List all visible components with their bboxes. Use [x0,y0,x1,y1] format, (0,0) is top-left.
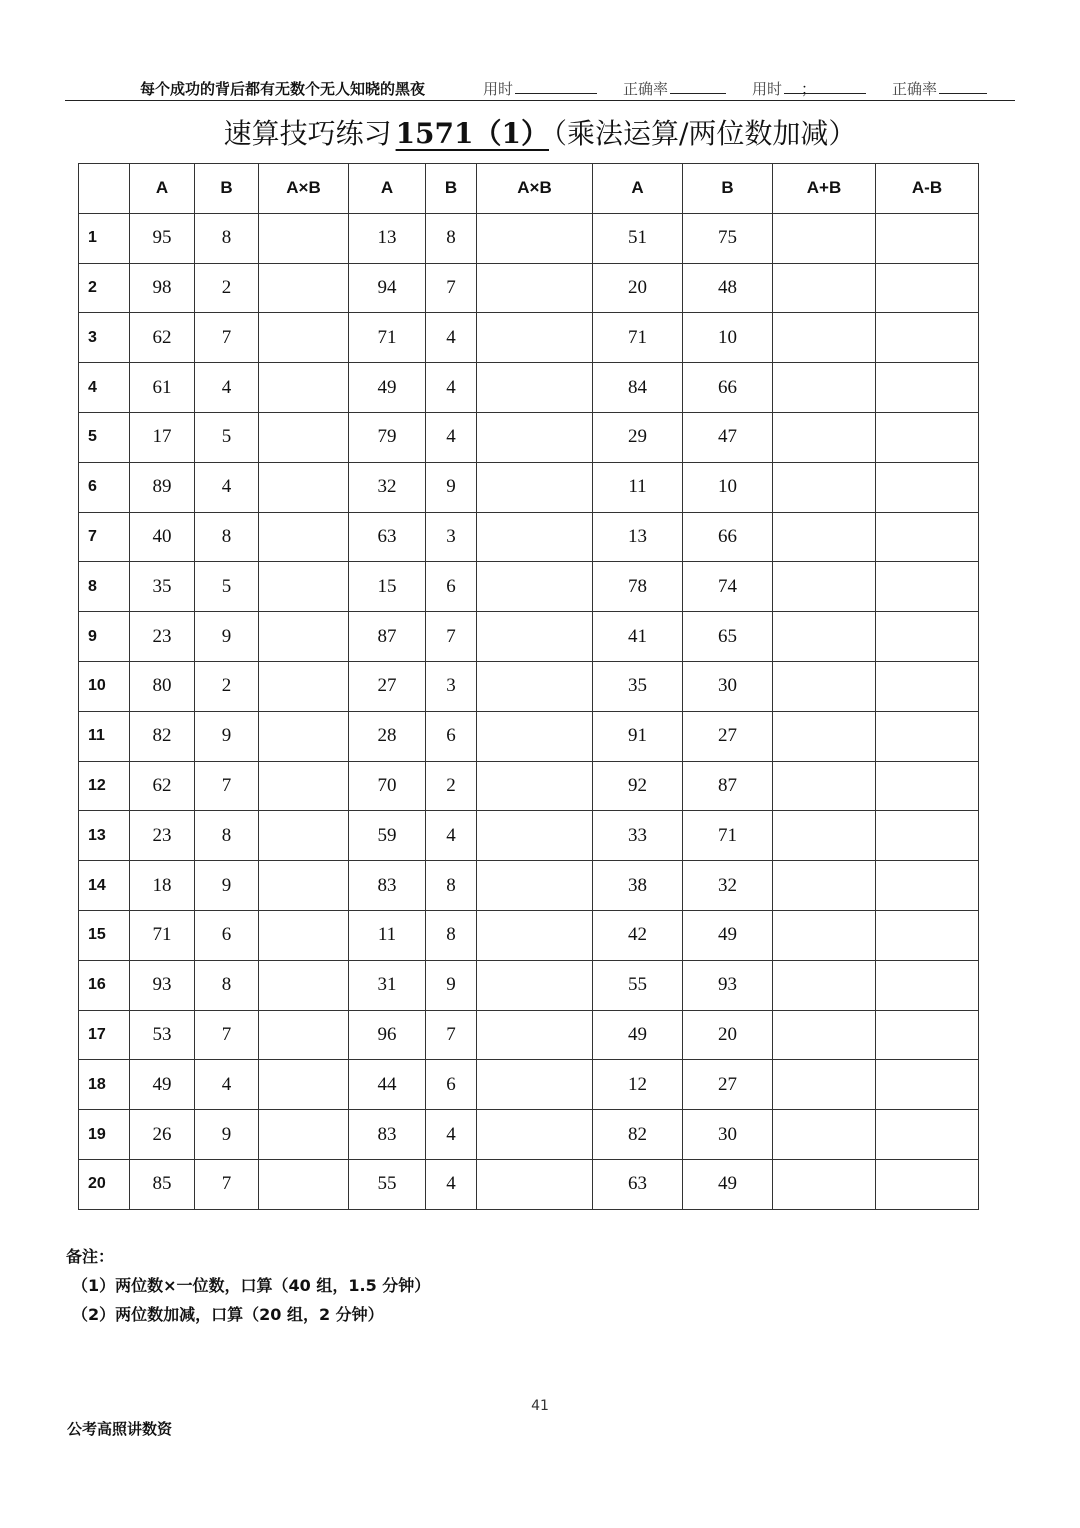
answer-cell-axb2[interactable] [477,1159,593,1209]
header-a1: A [130,164,195,214]
answer-cell-a-minus-b[interactable] [876,213,979,263]
answer-cell-a-minus-b[interactable] [876,313,979,363]
cell-index: 10 [79,661,130,711]
practice-table [78,163,979,1210]
cell-b3: 20 [683,1010,773,1060]
time-blank-2[interactable] [784,81,866,94]
cell-b3: 30 [683,661,773,711]
cell-a1: 17 [130,412,195,462]
cell-a1: 98 [130,263,195,313]
cell-b2: 6 [426,562,477,612]
cell-a3: 20 [593,263,683,313]
cell-index: 17 [79,1010,130,1060]
cell-b1: 6 [195,910,259,960]
answer-cell-axb1[interactable] [259,313,349,363]
answer-cell-a-minus-b[interactable] [876,761,979,811]
cell-b3: 10 [683,462,773,512]
cell-b3: 75 [683,213,773,263]
answer-cell-a-minus-b[interactable] [876,263,979,313]
answer-cell-axb1[interactable] [259,861,349,911]
cell-a2: 87 [349,612,426,662]
answer-cell-axb2[interactable] [477,313,593,363]
table-row [79,1060,979,1110]
cell-b2: 9 [426,960,477,1010]
cell-b3: 48 [683,263,773,313]
answer-cell-a-minus-b[interactable] [876,861,979,911]
time-label-2: 用时 [752,80,783,98]
cell-a2: 63 [349,512,426,562]
answer-cell-axb2[interactable] [477,960,593,1010]
cell-b1: 9 [195,861,259,911]
cell-a1: 23 [130,811,195,861]
cell-b1: 4 [195,462,259,512]
answer-cell-a-minus-b[interactable] [876,612,979,662]
cell-a3: 11 [593,462,683,512]
cell-index: 7 [79,512,130,562]
cell-b1: 7 [195,313,259,363]
cell-a2: 32 [349,462,426,512]
table-row [79,562,979,612]
answer-cell-axb1[interactable] [259,213,349,263]
table-row [79,761,979,811]
cell-a1: 40 [130,512,195,562]
cell-b1: 2 [195,263,259,313]
table-row [79,462,979,512]
cell-a3: 12 [593,1060,683,1110]
cell-b2: 9 [426,462,477,512]
answer-cell-axb2[interactable] [477,1060,593,1110]
cell-a3: 49 [593,1010,683,1060]
header-separator: ； [801,80,817,98]
time-field-2 [752,78,866,99]
cell-a1: 62 [130,761,195,811]
cell-index: 3 [79,313,130,363]
cell-b2: 2 [426,761,477,811]
header-b2: B [426,164,477,214]
cell-a3: 51 [593,213,683,263]
answer-cell-axb1[interactable] [259,1010,349,1060]
cell-b3: 93 [683,960,773,1010]
answer-cell-axb1[interactable] [259,661,349,711]
cell-a1: 80 [130,661,195,711]
table-row [79,811,979,861]
answer-cell-axb2[interactable] [477,761,593,811]
answer-cell-axb1[interactable] [259,711,349,761]
accuracy-label: 正确率 [623,80,669,98]
cell-a1: 93 [130,960,195,1010]
answer-cell-a-minus-b[interactable] [876,462,979,512]
answer-cell-axb2[interactable] [477,1010,593,1060]
answer-cell-axb1[interactable] [259,1060,349,1110]
page-header [65,74,1015,101]
cell-b3: 49 [683,910,773,960]
answer-cell-a-minus-b[interactable] [876,512,979,562]
cell-index: 1 [79,213,130,263]
cell-index: 12 [79,761,130,811]
cell-a2: 49 [349,363,426,413]
cell-b3: 65 [683,612,773,662]
cell-a3: 84 [593,363,683,413]
table-row [79,910,979,960]
cell-a2: 55 [349,1159,426,1209]
cell-b1: 2 [195,661,259,711]
cell-a2: 83 [349,1110,426,1160]
answer-cell-axb1[interactable] [259,512,349,562]
answer-cell-a-plus-b[interactable] [773,1060,876,1110]
table-row [79,711,979,761]
cell-b2: 7 [426,1010,477,1060]
cell-b3: 49 [683,1159,773,1209]
cell-b2: 3 [426,661,477,711]
cell-index: 18 [79,1060,130,1110]
page-title [0,112,1080,152]
cell-b2: 4 [426,1110,477,1160]
answer-cell-axb2[interactable] [477,1110,593,1160]
cell-b2: 3 [426,512,477,562]
cell-b1: 9 [195,612,259,662]
cell-b1: 4 [195,1060,259,1110]
table-row [79,661,979,711]
answer-cell-a-plus-b[interactable] [773,562,876,612]
cell-b1: 7 [195,1010,259,1060]
answer-cell-a-minus-b[interactable] [876,811,979,861]
answer-cell-axb2[interactable] [477,661,593,711]
cell-b3: 27 [683,711,773,761]
accuracy-field-1 [623,78,726,99]
answer-cell-a-plus-b[interactable] [773,512,876,562]
answer-cell-a-plus-b[interactable] [773,263,876,313]
answer-cell-a-minus-b[interactable] [876,711,979,761]
cell-a1: 95 [130,213,195,263]
answer-cell-axb2[interactable] [477,363,593,413]
cell-a2: 71 [349,313,426,363]
cell-b1: 9 [195,1110,259,1160]
cell-index: 8 [79,562,130,612]
cell-index: 19 [79,1110,130,1160]
cell-b1: 5 [195,412,259,462]
cell-a3: 55 [593,960,683,1010]
cell-b3: 47 [683,412,773,462]
cell-index: 20 [79,1159,130,1209]
header-b1: B [195,164,259,214]
cell-b2: 8 [426,910,477,960]
answer-cell-a-plus-b[interactable] [773,1159,876,1209]
cell-index: 6 [79,462,130,512]
cell-index: 5 [79,412,130,462]
answer-cell-a-plus-b[interactable] [773,1110,876,1160]
cell-index: 16 [79,960,130,1010]
cell-b1: 9 [195,711,259,761]
cell-b2: 4 [426,811,477,861]
answer-cell-a-minus-b[interactable] [876,1159,979,1209]
answer-cell-a-plus-b[interactable] [773,313,876,363]
cell-b1: 4 [195,363,259,413]
cell-a2: 96 [349,1010,426,1060]
cell-b2: 4 [426,363,477,413]
answer-cell-axb2[interactable] [477,711,593,761]
cell-a3: 91 [593,711,683,761]
cell-a1: 23 [130,612,195,662]
header-a3: A [593,164,683,214]
table-row [79,263,979,313]
answer-cell-a-plus-b[interactable] [773,1010,876,1060]
motto-text: 每个成功的背后都有无数个无人知晓的黑夜 [140,80,426,98]
answer-cell-axb1[interactable] [259,761,349,811]
answer-cell-axb1[interactable] [259,960,349,1010]
cell-a3: 92 [593,761,683,811]
header-axb2: A×B [477,164,593,214]
answer-cell-axb1[interactable] [259,462,349,512]
cell-b1: 8 [195,512,259,562]
answer-cell-a-plus-b[interactable] [773,213,876,263]
cell-a3: 78 [593,562,683,612]
answer-cell-a-minus-b[interactable] [876,661,979,711]
cell-a3: 71 [593,313,683,363]
answer-cell-a-plus-b[interactable] [773,363,876,413]
answer-cell-a-plus-b[interactable] [773,811,876,861]
note-item-1: （1）两位数×一位数，口算（40 组，1.5 分钟） [72,1276,431,1295]
cell-index: 14 [79,861,130,911]
cell-b2: 8 [426,213,477,263]
cell-b2: 4 [426,313,477,363]
cell-a1: 71 [130,910,195,960]
note-item-2: （2）两位数加减，口算（20 组，2 分钟） [72,1305,384,1324]
cell-a2: 70 [349,761,426,811]
cell-b1: 5 [195,562,259,612]
table-row [79,861,979,911]
cell-b3: 66 [683,512,773,562]
cell-b2: 6 [426,1060,477,1110]
answer-cell-axb1[interactable] [259,910,349,960]
cell-a1: 62 [130,313,195,363]
cell-a2: 11 [349,910,426,960]
title-prefix: 速算技巧练习 [223,117,392,150]
answer-cell-axb1[interactable] [259,562,349,612]
cell-a1: 49 [130,1060,195,1110]
answer-cell-axb1[interactable] [259,363,349,413]
table-row [79,960,979,1010]
answer-cell-axb2[interactable] [477,512,593,562]
cell-b2: 7 [426,263,477,313]
cell-a3: 63 [593,1159,683,1209]
cell-index: 9 [79,612,130,662]
cell-b1: 8 [195,960,259,1010]
answer-cell-a-plus-b[interactable] [773,462,876,512]
cell-b1: 8 [195,811,259,861]
answer-cell-a-plus-b[interactable] [773,761,876,811]
header-a-minus-b: A-B [876,164,979,214]
cell-a1: 18 [130,861,195,911]
answer-cell-a-minus-b[interactable] [876,562,979,612]
time-field-1 [483,78,597,99]
header-index [79,164,130,214]
cell-a3: 35 [593,661,683,711]
cell-b2: 7 [426,612,477,662]
cell-a2: 44 [349,1060,426,1110]
accuracy-blank[interactable] [670,81,726,94]
cell-index: 11 [79,711,130,761]
answer-cell-a-minus-b[interactable] [876,363,979,413]
accuracy-blank-2[interactable] [939,81,987,94]
cell-b2: 8 [426,861,477,911]
cell-b3: 30 [683,1110,773,1160]
cell-a2: 59 [349,811,426,861]
header-b3: B [683,164,773,214]
answer-cell-axb1[interactable] [259,612,349,662]
table-row [79,363,979,413]
table-row [79,313,979,363]
accuracy-field-2 [892,78,987,99]
cell-a3: 33 [593,811,683,861]
cell-a2: 15 [349,562,426,612]
answer-cell-a-minus-b[interactable] [876,412,979,462]
answer-cell-axb1[interactable] [259,263,349,313]
header-a2: A [349,164,426,214]
header-a-plus-b: A+B [773,164,876,214]
answer-cell-a-plus-b[interactable] [773,861,876,911]
cell-b3: 74 [683,562,773,612]
title-code: 1571（1） [395,117,549,150]
answer-cell-a-minus-b[interactable] [876,960,979,1010]
cell-index: 4 [79,363,130,413]
cell-a2: 94 [349,263,426,313]
answer-cell-axb1[interactable] [259,1110,349,1160]
cell-b2: 4 [426,1159,477,1209]
answer-cell-a-minus-b[interactable] [876,910,979,960]
answer-cell-axb2[interactable] [477,612,593,662]
cell-b1: 7 [195,1159,259,1209]
header-axb1: A×B [259,164,349,214]
answer-cell-a-plus-b[interactable] [773,412,876,462]
answer-cell-a-plus-b[interactable] [773,960,876,1010]
cell-a3: 13 [593,512,683,562]
answer-cell-axb2[interactable] [477,861,593,911]
cell-a3: 29 [593,412,683,462]
cell-a1: 89 [130,462,195,512]
answer-cell-a-plus-b[interactable] [773,910,876,960]
cell-a3: 41 [593,612,683,662]
cell-index: 2 [79,263,130,313]
cell-b3: 32 [683,861,773,911]
footer-text: 公考高照讲数资 [67,1420,173,1438]
cell-index: 13 [79,811,130,861]
cell-a2: 13 [349,213,426,263]
answer-cell-a-minus-b[interactable] [876,1060,979,1110]
cell-a3: 82 [593,1110,683,1160]
table-header-row [79,164,979,214]
answer-cell-axb1[interactable] [259,1159,349,1209]
cell-a2: 83 [349,861,426,911]
answer-cell-axb1[interactable] [259,811,349,861]
table-row [79,1010,979,1060]
cell-a2: 28 [349,711,426,761]
cell-b3: 71 [683,811,773,861]
cell-a1: 82 [130,711,195,761]
answer-cell-axb2[interactable] [477,213,593,263]
title-suffix: （乘法运算/两位数加减） [553,117,857,150]
cell-a2: 31 [349,960,426,1010]
answer-cell-axb2[interactable] [477,462,593,512]
cell-a2: 79 [349,412,426,462]
cell-b3: 27 [683,1060,773,1110]
cell-a1: 61 [130,363,195,413]
table-row [79,612,979,662]
cell-index: 15 [79,910,130,960]
time-label: 用时 [483,80,514,98]
answer-cell-axb2[interactable] [477,910,593,960]
time-blank[interactable] [515,81,597,94]
notes-label: 备注： [66,1247,115,1266]
cell-b1: 8 [195,213,259,263]
table-row [79,213,979,263]
cell-a3: 42 [593,910,683,960]
notes [66,1242,430,1329]
cell-b3: 10 [683,313,773,363]
answer-cell-axb2[interactable] [477,412,593,462]
page-number: 41 [531,1398,549,1414]
cell-a2: 27 [349,661,426,711]
cell-b3: 87 [683,761,773,811]
cell-a1: 85 [130,1159,195,1209]
cell-a1: 26 [130,1110,195,1160]
table-row [79,1110,979,1160]
cell-b2: 6 [426,711,477,761]
cell-a1: 53 [130,1010,195,1060]
cell-a3: 38 [593,861,683,911]
cell-b1: 7 [195,761,259,811]
answer-cell-a-minus-b[interactable] [876,1110,979,1160]
accuracy-label-2: 正确率 [892,80,938,98]
answer-cell-a-plus-b[interactable] [773,711,876,761]
answer-cell-axb2[interactable] [477,263,593,313]
cell-a1: 35 [130,562,195,612]
answer-cell-axb2[interactable] [477,562,593,612]
answer-cell-a-plus-b[interactable] [773,661,876,711]
answer-cell-a-minus-b[interactable] [876,1010,979,1060]
table-row [79,512,979,562]
answer-cell-axb1[interactable] [259,412,349,462]
cell-b3: 66 [683,363,773,413]
table-row [79,412,979,462]
cell-b2: 4 [426,412,477,462]
table-row [79,1159,979,1209]
answer-cell-axb2[interactable] [477,811,593,861]
answer-cell-a-plus-b[interactable] [773,612,876,662]
